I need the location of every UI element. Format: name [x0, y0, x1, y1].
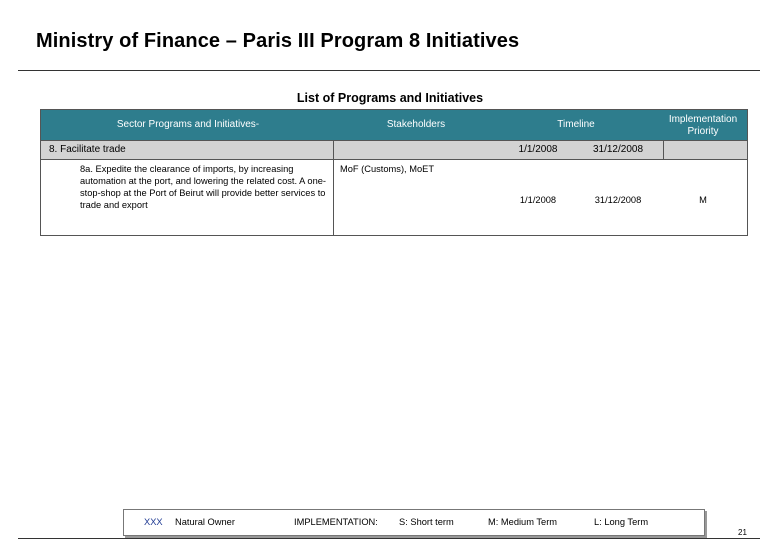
legend-long-term: L: Long Term — [594, 517, 649, 527]
program-start-date: 1/1/2008 — [518, 144, 558, 155]
legend-short-term: S: Short term — [399, 517, 454, 527]
column-divider — [333, 141, 334, 236]
program-end-date: 31/12/2008 — [592, 144, 644, 155]
page-number: 21 — [738, 528, 747, 537]
initiatives-table — [40, 109, 748, 236]
legend-box — [123, 509, 705, 536]
header-programs: Sector Programs and Initiatives- — [116, 119, 260, 130]
initiative-end-date: 31/12/2008 — [594, 195, 642, 205]
initiative-description: 8a. Expedite the clearance of imports, by increasing automation at the port, and lowering the related cost. A one-stop-shop at the Port of Beirut will provide better services to trade and export — [80, 164, 327, 210]
table-header — [41, 110, 747, 141]
legend-owner-label: Natural Owner — [175, 517, 235, 527]
initiative-priority: M — [699, 195, 707, 205]
header-stakeholders: Stakeholders — [386, 119, 446, 130]
column-divider — [663, 141, 664, 160]
table-caption: List of Programs and Initiatives — [296, 91, 484, 105]
legend-implementation-label: IMPLEMENTATION: — [294, 517, 378, 527]
initiative-stakeholders: MoF (Customs), MoET — [340, 164, 435, 174]
page-title: Ministry of Finance – Paris III Program 8 Initiatives — [36, 30, 520, 52]
program-row — [41, 141, 747, 160]
program-label: 8. Facilitate trade — [49, 144, 126, 155]
initiative-start-date: 1/1/2008 — [519, 195, 557, 205]
footer-divider — [18, 538, 760, 539]
legend-medium-term: M: Medium Term — [488, 517, 558, 527]
legend-owner-code: XXX — [144, 517, 163, 527]
header-priority: Implementation Priority — [668, 114, 738, 137]
title-divider — [18, 70, 760, 71]
header-timeline: Timeline — [557, 119, 595, 130]
